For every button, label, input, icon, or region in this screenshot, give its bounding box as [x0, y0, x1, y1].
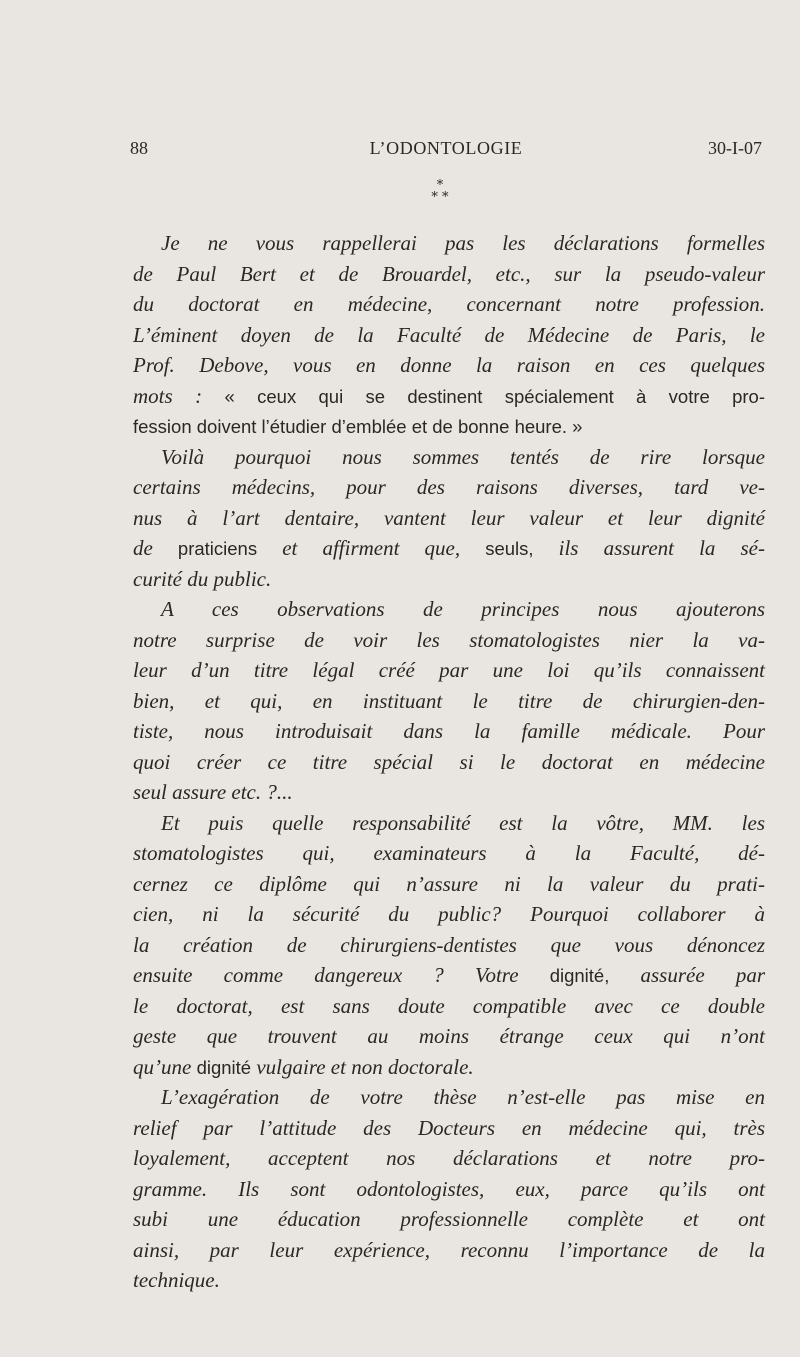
text-line	[133, 747, 765, 778]
text-line	[133, 320, 765, 351]
text-run: curité du public.	[133, 566, 272, 591]
text-line	[133, 991, 765, 1022]
text-run: praticiens	[177, 538, 258, 559]
text-line	[133, 1082, 765, 1113]
text-run: Et puis quelle responsabilité est la vôtre, MM. les	[161, 810, 765, 835]
text-run: de Paul Bert et de Brouardel, etc., sur la pseudo-valeur	[133, 261, 765, 286]
text-run: de	[133, 536, 178, 560]
text-line	[133, 1021, 765, 1052]
text-run: assurée par	[609, 963, 766, 987]
text-run: du doctorat en médecine, concernant notre profession.	[133, 292, 765, 316]
text-run: gramme. Ils sont odontologistes, eux, parce qu’ils ont	[133, 1176, 765, 1201]
text-run: tiste, nous introduisait dans la famille médicale. Pour	[133, 719, 765, 743]
text-line	[133, 625, 765, 656]
text-line	[133, 1204, 765, 1235]
text-line	[133, 564, 765, 595]
text-run: geste que trouvent au moins étrange ceux qui n’ont	[133, 1024, 765, 1048]
page-number: 88	[130, 138, 148, 158]
text-line	[133, 869, 765, 900]
text-run: ils assurent la sé-	[533, 536, 765, 560]
text-run: seuls,	[485, 538, 534, 559]
text-line	[133, 594, 765, 625]
text-line	[133, 899, 765, 930]
text-line	[133, 472, 765, 503]
text-run: relief par l’attitude des Docteurs en médecine qui, très	[133, 1115, 765, 1140]
text-line	[133, 228, 765, 259]
text-line	[133, 960, 765, 991]
text-line	[133, 289, 765, 320]
separator-top-star: *	[436, 178, 444, 193]
text-run: subi une éducation professionnelle complète et ont	[133, 1207, 765, 1231]
text-line	[133, 655, 765, 686]
text-run: A ces observations de principes nous ajouterons	[161, 597, 765, 621]
text-run: technique.	[133, 1268, 220, 1292]
text-line	[133, 1143, 765, 1174]
text-line	[133, 1265, 765, 1296]
text-line	[133, 442, 765, 473]
text-line	[133, 1113, 765, 1144]
text-run: leur d’un titre légal créé par une loi qu’ils connaissent	[133, 658, 765, 682]
text-run: Je ne vous rappellerai pas les déclarations formelles	[161, 231, 765, 255]
text-run: mots :	[133, 383, 225, 408]
section-separator	[0, 180, 800, 204]
text-line	[133, 533, 765, 564]
text-run: L’exagération de votre thèse n’est-elle pas mise en	[161, 1085, 765, 1109]
text-run: ainsi, par leur expérience, reconnu l’importance de la	[133, 1237, 765, 1262]
text-line	[133, 381, 765, 412]
text-line	[133, 686, 765, 717]
text-line	[133, 808, 765, 839]
text-run: bien, et qui, en instituant le titre de chirurgien-den-	[133, 688, 765, 713]
text-line	[133, 1235, 765, 1266]
text-line	[133, 838, 765, 869]
running-head	[130, 138, 762, 162]
text-run: cernez ce diplôme qui n’assure ni la valeur du prati-	[133, 871, 765, 896]
text-line	[133, 350, 765, 381]
text-line	[133, 259, 765, 290]
text-run: Prof. Debove, vous en donne la raison en ces quelques	[133, 353, 765, 377]
text-run: loyalement, acceptent nos déclarations et notre pro-	[133, 1146, 765, 1170]
text-run: dignité	[196, 1056, 252, 1078]
text-run: la création de chirurgiens-dentistes que vous dénoncez	[133, 932, 765, 957]
text-line	[133, 716, 765, 747]
text-run: dignité,	[549, 965, 610, 986]
text-line	[133, 777, 765, 808]
text-run: fession doivent l’étudier d’emblée et de bonne heure. »	[133, 416, 583, 437]
text-line	[133, 411, 765, 442]
text-run: cien, ni la sécurité du public? Pourquoi collaborer à	[133, 902, 765, 926]
text-run: « ceux qui se destinent spécialement à votre pro-	[224, 385, 765, 407]
text-run: qu’une	[133, 1054, 197, 1079]
issue-date: 30-I-07	[708, 138, 762, 158]
text-run: Voilà pourquoi nous sommes tentés de rire lorsque	[161, 444, 765, 469]
text-run: quoi créer ce titre spécial si le doctorat en médecine	[133, 749, 765, 774]
text-line	[133, 1174, 765, 1205]
text-run: nus à l’art dentaire, vantent leur valeur et leur dignité	[133, 505, 765, 530]
text-run: L’éminent doyen de la Faculté de Médecine de Paris, le	[133, 322, 765, 347]
text-line	[133, 503, 765, 534]
running-title: L’ODONTOLOGIE	[369, 138, 523, 158]
text-run: le doctorat, est sans doute compatible avec ce double	[133, 993, 765, 1018]
text-run: stomatologistes qui, examinateurs à la Faculté, dé-	[133, 841, 765, 865]
text-run: seul assure etc. ?...	[133, 780, 293, 804]
text-run: certains médecins, pour des raisons diverses, tard ve-	[133, 475, 765, 499]
body-text	[133, 228, 765, 1296]
text-run: et affirment que,	[257, 536, 486, 560]
text-line	[133, 1052, 765, 1083]
text-line	[133, 930, 765, 961]
text-run: ensuite comme dangereux ? Votre	[133, 963, 550, 987]
text-run: notre surprise de voir les stomatologistes nier la va-	[133, 627, 765, 652]
text-run: vulgaire et non doctorale.	[251, 1054, 474, 1079]
separator-bottom-stars: * *	[431, 190, 449, 205]
